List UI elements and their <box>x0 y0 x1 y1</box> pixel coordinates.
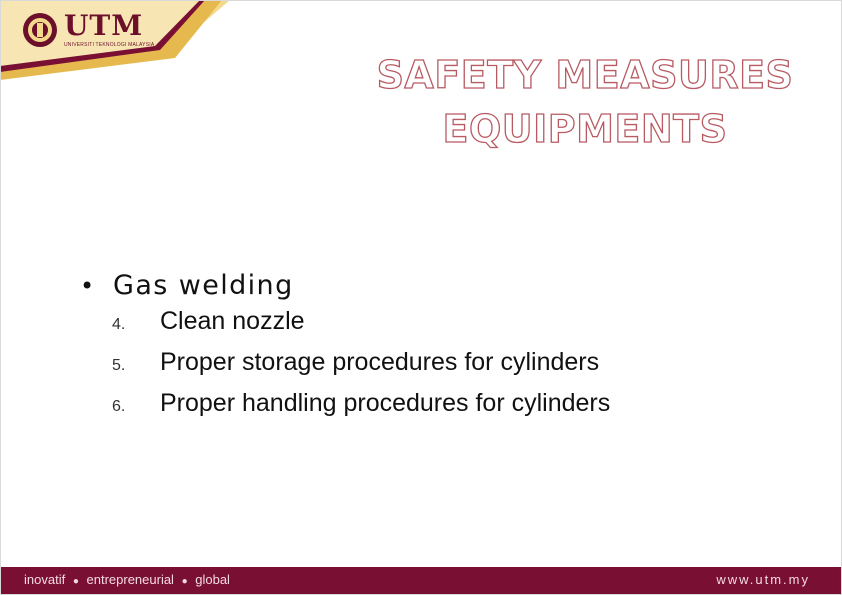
footer-tagline <box>24 572 230 587</box>
utm-emblem-icon <box>22 12 58 48</box>
bullet-dot-icon: • <box>80 272 96 300</box>
list-item <box>80 389 610 430</box>
list-item-number: 5. <box>112 357 126 374</box>
list-item-number: 6. <box>112 398 126 415</box>
tagline-entrepreneurial: entrepreneurial <box>86 572 174 587</box>
list-item-text: Proper storage procedures for cylinders <box>160 348 600 376</box>
title-line-1: SAFETY MEASURES <box>376 53 794 97</box>
content <box>80 270 610 430</box>
list-item <box>80 348 610 389</box>
footer-bar <box>0 567 842 595</box>
footer-url[interactable]: www.utm.my <box>716 572 810 587</box>
list-item-number: 4. <box>112 316 126 333</box>
title-line-2: EQUIPMENTS <box>442 107 728 151</box>
list-item-text: Clean nozzle <box>160 307 305 335</box>
numbered-list <box>80 307 610 430</box>
tagline-separator-icon: ● <box>72 576 79 587</box>
tagline-global: global <box>195 572 230 587</box>
slide-title <box>330 48 840 156</box>
bullet-item <box>80 270 610 301</box>
list-item-text: Proper handling procedures for cylinders <box>160 389 611 417</box>
utm-logo <box>22 8 154 52</box>
logo-name: UTM <box>64 9 144 42</box>
tagline-inovatif: inovatif <box>24 572 66 587</box>
logo-subtitle: UNIVERSITI TEKNOLOGI MALAYSIA <box>64 42 155 48</box>
bullet-text: Gas welding <box>113 270 294 301</box>
tagline-separator-icon: ● <box>181 576 188 587</box>
list-item <box>80 307 610 348</box>
